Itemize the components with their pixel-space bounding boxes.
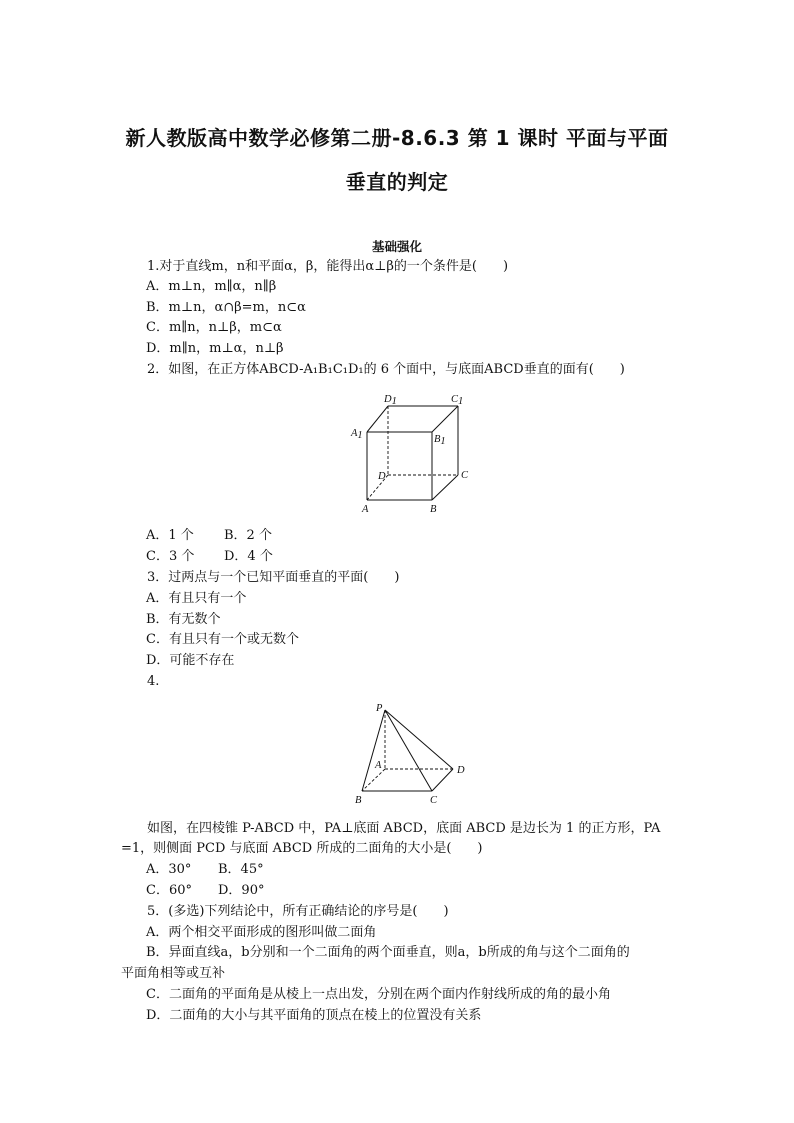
label-b: B	[430, 504, 437, 515]
label-d1: D1	[384, 394, 397, 407]
q3-option-d: D．可能不存在	[146, 653, 235, 668]
q5-option-b-cont: 平面角相等或互补	[121, 966, 226, 981]
pyramid-edge	[362, 710, 385, 791]
cube-edge	[432, 406, 458, 432]
q1-stem: 1.对于直线m，n和平面α，β，能得出α⊥β的一个条件是( )	[147, 259, 509, 274]
label-a: A	[375, 760, 382, 771]
q3-option-b: B．有无数个	[146, 612, 221, 627]
cube-edge	[432, 475, 458, 500]
label-b: B	[355, 795, 362, 806]
label-a1: A1	[351, 428, 363, 441]
q4-option-d: D．90°	[218, 883, 265, 898]
q2-option-c: C．3 个	[146, 549, 195, 564]
q4-option-b: B．45°	[218, 862, 264, 877]
pyramid-edge	[432, 769, 453, 791]
cube-edge	[367, 406, 388, 432]
q2-option-b: B．2 个	[224, 528, 272, 543]
q5-stem: 5．(多选)下列结论中，所有正确结论的序号是( )	[147, 904, 449, 919]
q5-option-d: D．二面角的大小与其平面角的顶点在棱上的位置没有关系	[146, 1008, 482, 1023]
q1-option-a: A．m⊥n，m∥α，n∥β	[146, 279, 277, 294]
q2-option-a: A．1 个	[146, 528, 194, 543]
label-a: A	[362, 504, 369, 515]
pyramid-edge	[385, 710, 432, 791]
q1-option-b: B．m⊥n，α∩β=m，n⊂α	[146, 300, 306, 315]
pyramid-figure	[350, 700, 480, 810]
q5-option-a: A．两个相交平面形成的图形叫做二面角	[146, 925, 377, 940]
q4-stem-line2: =1，则侧面 PCD 与底面 ABCD 所成的二面角的大小是( )	[121, 841, 483, 856]
q5-option-c: C．二面角的平面角是从棱上一点出发，分别在两个面内作射线所成的角的最小角	[146, 987, 611, 1002]
q4-option-c: C．60°	[146, 883, 192, 898]
label-p: P	[376, 703, 383, 714]
q4-stem-line1: 如图，在四棱锥 P-ABCD 中，PA⊥底面 ABCD，底面 ABCD 是边长为 1 的正方形，PA	[147, 821, 661, 836]
label-b1: B1	[434, 434, 446, 447]
label-c: C	[430, 795, 438, 806]
q2-stem: 2．如图，在正方体ABCD-A₁B₁C₁D₁的 6 个面中，与底面ABCD垂直的面有( )	[147, 362, 625, 377]
q4-number: 4.	[147, 674, 160, 689]
doc-title-line1: 新人教版高中数学必修第二册-8.6.3 第 1 课时 平面与平面	[125, 126, 669, 150]
q2-option-d: D．4 个	[224, 549, 273, 564]
q1-option-c: C．m∥n，n⊥β，m⊂α	[146, 320, 282, 335]
q5-option-b: B．异面直线a，b分别和一个二面角的两个面垂直，则a，b所成的角与这个二面角的	[146, 945, 630, 960]
q3-option-a: A．有且只有一个	[146, 591, 247, 606]
q1-option-d: D．m∥n，m⊥α，n⊥β	[146, 341, 284, 356]
q3-option-c: C．有且只有一个或无数个	[146, 632, 299, 647]
q3-stem: 3．过两点与一个已知平面垂直的平面( )	[147, 570, 400, 585]
label-c1: C1	[451, 394, 464, 407]
section-heading: 基础强化	[371, 239, 422, 254]
label-d: D	[457, 765, 465, 776]
cube-figure	[340, 392, 480, 517]
doc-title-line2: 垂直的判定	[345, 170, 449, 194]
label-d: D	[378, 471, 386, 482]
q4-option-a: A．30°	[146, 862, 192, 877]
label-c: C	[461, 470, 469, 481]
pyramid-edge	[385, 710, 453, 769]
